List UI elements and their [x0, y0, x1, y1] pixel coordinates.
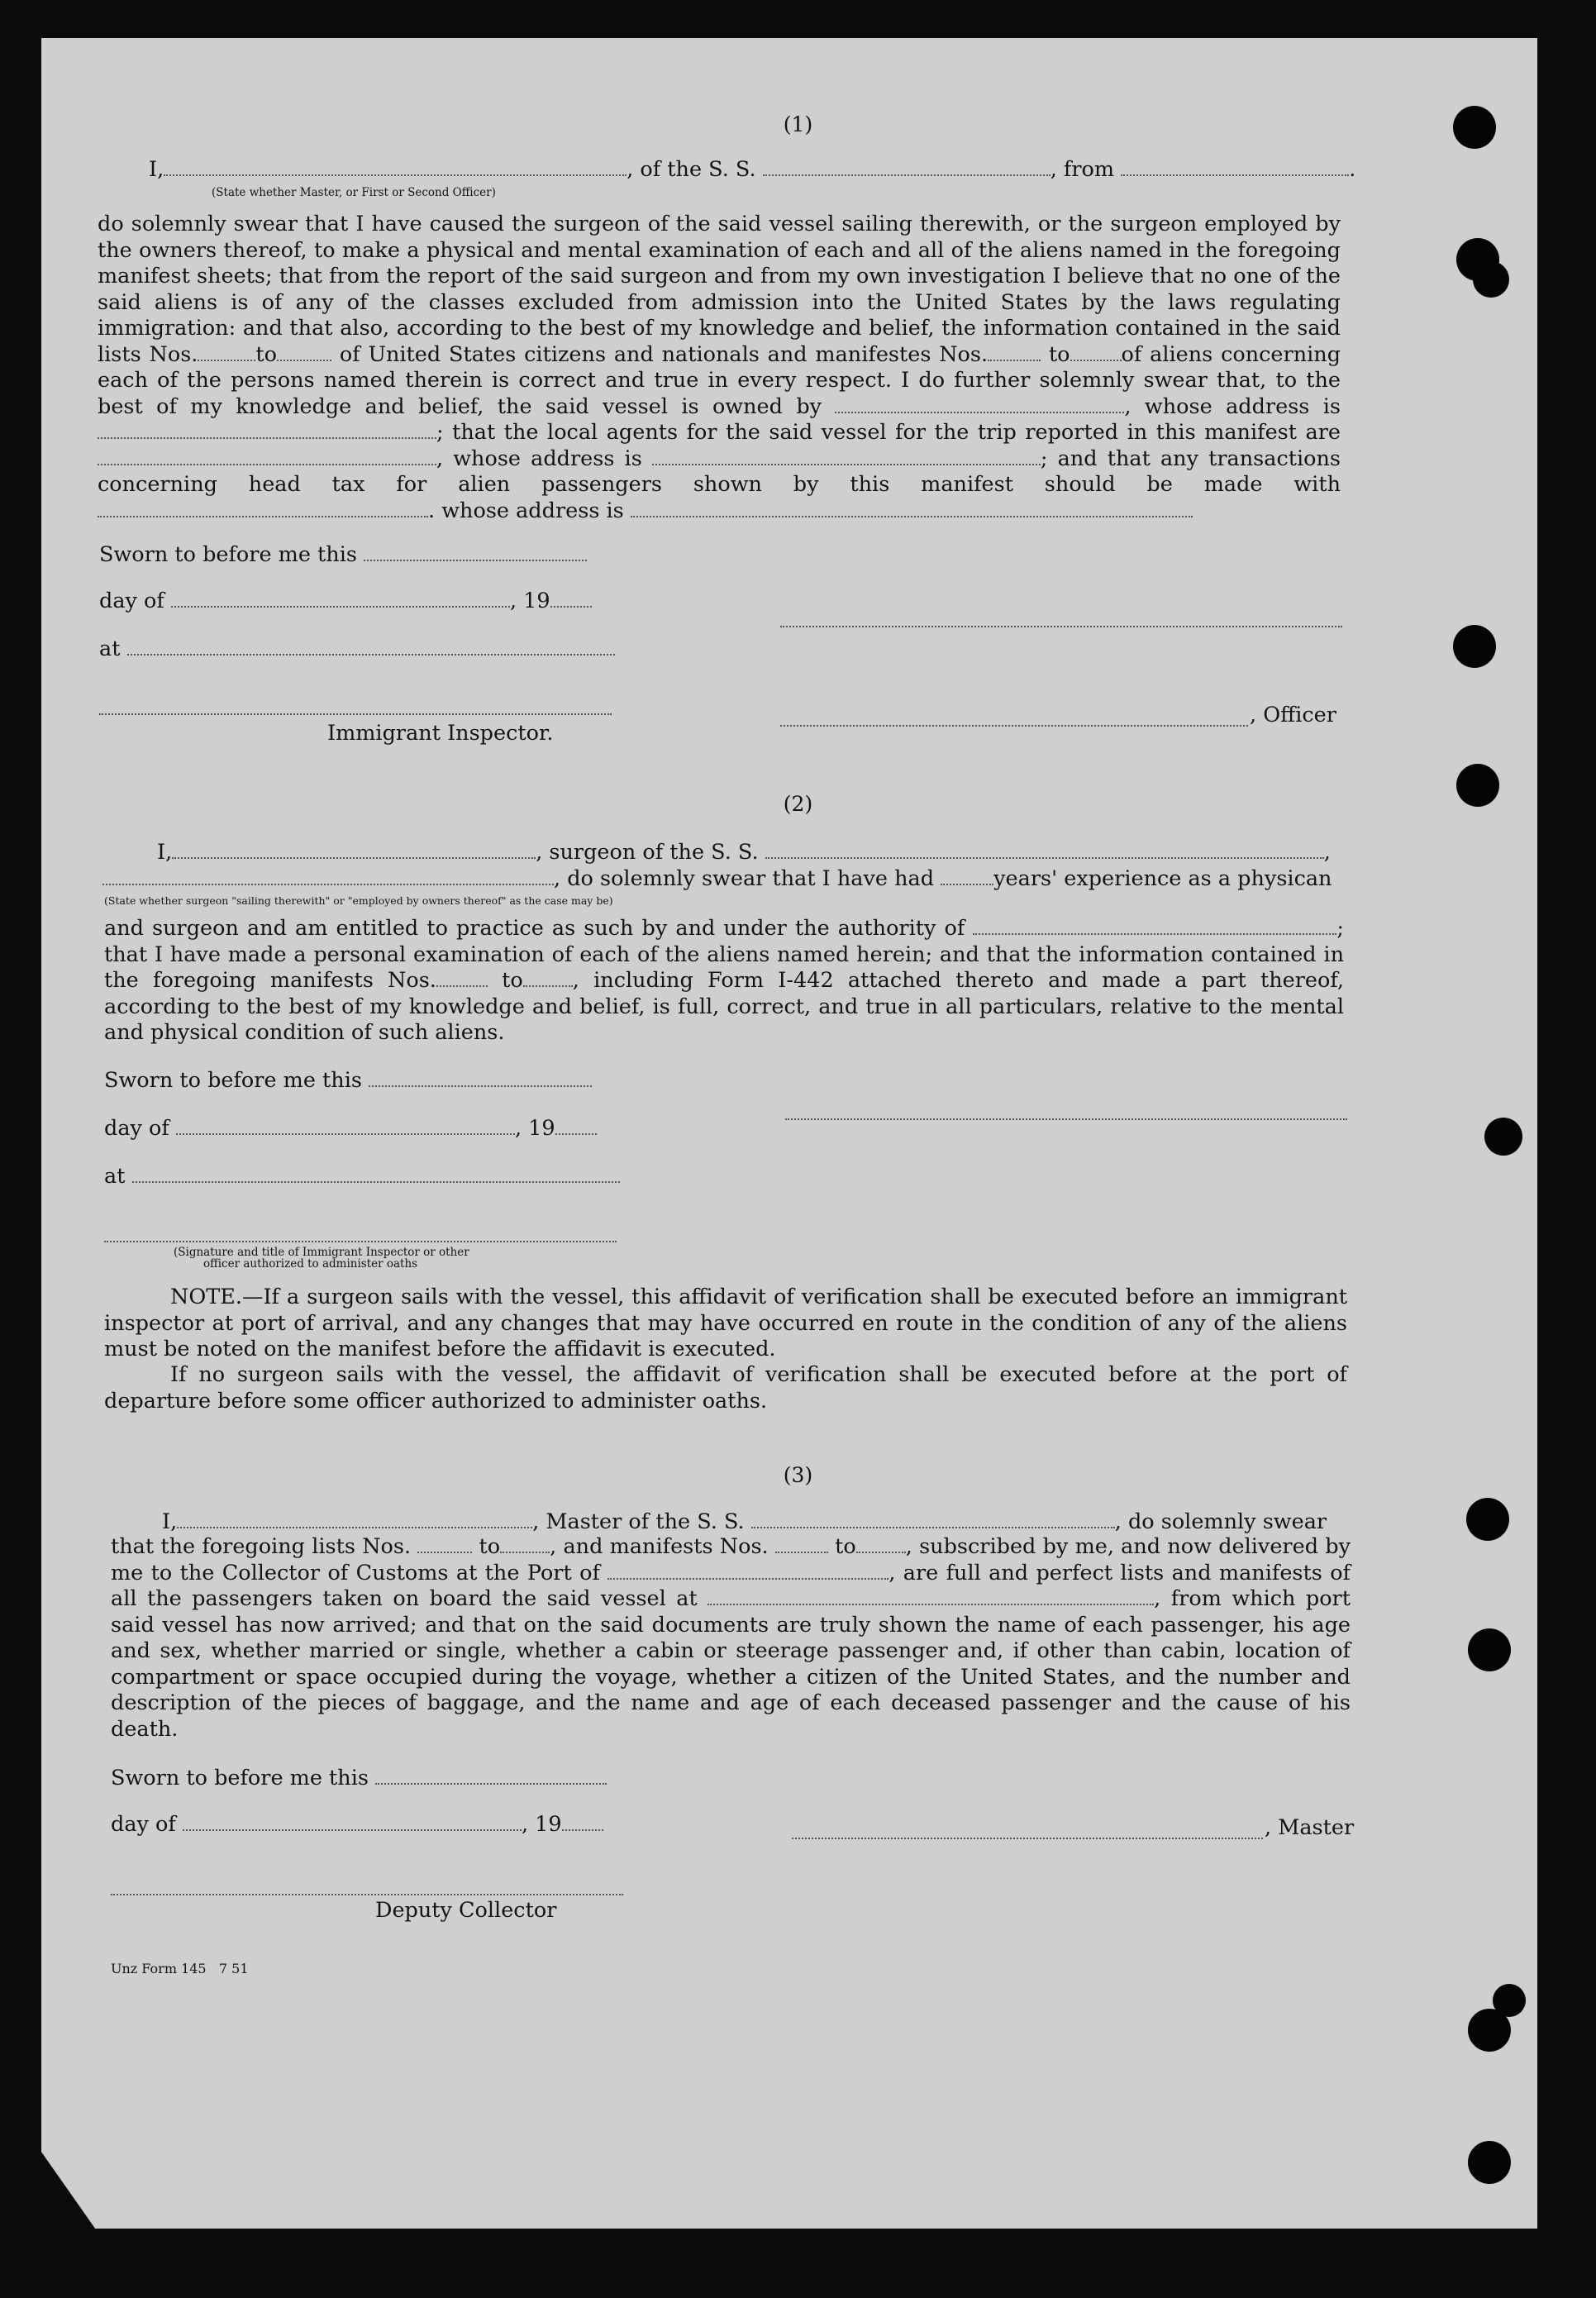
- section-number: (2): [783, 792, 813, 816]
- sworn-day-field[interactable]: [375, 1782, 607, 1785]
- manifests-to-field[interactable]: [1070, 359, 1122, 361]
- end-dot: .: [1349, 157, 1356, 182]
- section2-second-line: , do solemnly swear that I have had years' experience as a physican: [102, 866, 1332, 891]
- surgeon-manifest-from-field[interactable]: [436, 985, 488, 987]
- from-port-field[interactable]: [1121, 174, 1349, 176]
- surgeon-vessel-field[interactable]: [765, 856, 1324, 859]
- master-manifests-to-field[interactable]: [856, 1551, 906, 1553]
- agents-address-field[interactable]: [652, 463, 1041, 465]
- officer-signature-field[interactable]: [780, 625, 1342, 627]
- punch-hole: [1466, 1498, 1509, 1541]
- officer-title-field[interactable]: [164, 174, 626, 176]
- form-id: Unz Form 145 7 51: [111, 1961, 249, 1976]
- note-paragraph: If no surgeon sails with the vessel, the affidavit of verification shall be executed before at the port of departure before some officer authorized to administer oaths.: [104, 1362, 1347, 1414]
- at-place-field[interactable]: [127, 653, 615, 656]
- officer-name-field[interactable]: [780, 724, 1248, 727]
- sworn-line: Sworn to before me this: [99, 542, 587, 567]
- embark-port-field[interactable]: [707, 1603, 1154, 1605]
- master-label: , Master: [1265, 1815, 1355, 1840]
- authority-field[interactable]: [973, 932, 1336, 935]
- section-number: (3): [783, 1463, 813, 1487]
- owner-address-field[interactable]: [98, 436, 436, 439]
- administering-officer-signature-field[interactable]: [104, 1240, 617, 1242]
- surgeon-name-field[interactable]: [172, 856, 536, 859]
- head-tax-address-field[interactable]: [631, 515, 1193, 517]
- month-field[interactable]: [171, 605, 510, 608]
- section2-first-line: I, , surgeon of the S. S. ,: [157, 840, 1331, 865]
- section3-paragraph: that the foregoing lists Nos. to , and manifests Nos. to , subscribed by me, and now delivered by me to the Collector of Customs at the Port of , are full and perfect lists and manifests of all the passengers taken on board the said vessel at , from which port said vessel has now arrived; and that on the said documents are truly shown the name of each passenger, his age and sex, whether married or single, whether a cabin or steerage passenger and, if other than cabin, location of compartment or space occupied during the voyage, whether a citizen of the United States, and the number and description of the pieces of baggage, and the name and age of each deceased passenger and the cause of his death.: [111, 1534, 1351, 1742]
- officer-label: , Officer: [1250, 703, 1336, 727]
- at-place-field[interactable]: [132, 1180, 620, 1183]
- sworn-day-field[interactable]: [369, 1085, 592, 1087]
- at-line: at: [99, 636, 615, 661]
- master-manifests-from-field[interactable]: [775, 1551, 828, 1553]
- surgeon-manifest-to-field[interactable]: [523, 985, 573, 987]
- month-field[interactable]: [176, 1132, 515, 1135]
- master-lists-to-field[interactable]: [500, 1551, 550, 1553]
- punch-hole: [1468, 2009, 1511, 2052]
- lists-to-field[interactable]: [277, 359, 331, 361]
- deputy-collector-label: Deputy Collector: [375, 1898, 557, 1923]
- signature-note: (Signature and title of Immigrant Inspector or other: [174, 1246, 469, 1259]
- head-tax-field[interactable]: [98, 515, 428, 517]
- of-ss-label: , of the S. S.: [626, 157, 756, 182]
- surgeon-status-field[interactable]: [102, 883, 554, 885]
- day-of-line: day of , 19: [104, 1116, 597, 1141]
- master-name-field[interactable]: [177, 1526, 532, 1528]
- section-number: (1): [783, 112, 813, 136]
- punch-hole: [1453, 625, 1496, 668]
- section1-paragraph: do solemnly swear that I have caused the surgeon of the said vessel sailing therewith, or the surgeon employed by the owners thereof, to make a physical and mental examination of each and all of the aliens named in the foregoing manifest sheets; that from the report of the said surgeon and from my own investigation I believe that no one of the said aliens is of any of the classes excluded from admission into the United States by the laws regulating immigration: and that also, according to the best of my knowledge and belief, the information contained in the said lists Nos. to of United States citizens and nationals and manifestes Nos. to of aliens concerning each of the persons named therein is correct and true in every respect. I do further solemnly swear that, to the best of my knowledge and belief, the said vessel is owned by , whose address is ; that the local agents for the said vessel for the trip reported in this manifest are , whose address is ; and that any transactions concerning head tax for alien passengers shown by this manifest should be made with . whose address is: [98, 212, 1341, 523]
- year-field[interactable]: [555, 1132, 597, 1135]
- year-field[interactable]: [562, 1828, 603, 1831]
- port-field[interactable]: [607, 1577, 889, 1580]
- officer-title-note: (State whether Master, or First or Second Officer): [212, 186, 496, 199]
- master-vessel-field[interactable]: [751, 1526, 1115, 1528]
- surgeon-status-note: (State whether surgeon "sailing therewith" or "employed by owners thereof" as the case may be): [104, 894, 613, 907]
- lists-from-field[interactable]: [198, 359, 255, 361]
- i-label: I,: [149, 157, 164, 182]
- punch-hole: [1468, 2141, 1511, 2184]
- years-field[interactable]: [941, 883, 993, 885]
- manifests-from-field[interactable]: [988, 359, 1041, 361]
- sworn-day-field[interactable]: [364, 559, 587, 561]
- sworn-line: Sworn to before me this: [104, 1068, 592, 1093]
- at-line: at: [104, 1164, 620, 1189]
- sworn-line: Sworn to before me this: [111, 1766, 607, 1790]
- section1-first-line: [149, 157, 1355, 182]
- master-lists-from-field[interactable]: [417, 1551, 472, 1553]
- deputy-collector-signature-field[interactable]: [111, 1893, 623, 1895]
- surgeon-signature-field[interactable]: [785, 1118, 1347, 1120]
- vessel-name-field[interactable]: [763, 174, 1051, 176]
- agents-field[interactable]: [98, 463, 436, 465]
- note-paragraph: NOTE.—If a surgeon sails with the vessel, this affidavit of verification shall be executed before an immigrant inspector at port of arrival, and any changes that may have occurred en route in the condition of any of the aliens must be noted on the manifest before the affidavit is executed.: [104, 1285, 1347, 1361]
- master-signature-field[interactable]: [792, 1837, 1263, 1839]
- section2-paragraph: and surgeon and am entitled to practice as such by and under the authority of ; that I have made a personal examination of each of the aliens named herein; and that the information contained in the foregoing manifests Nos. to , including Form I-442 attached thereto and made a part thereof, according to the best of my knowledge and belief, is full, correct, and true in all particulars, relative to the mental and physical condition of such aliens.: [104, 916, 1344, 1045]
- punch-hole: [1468, 1628, 1511, 1671]
- punch-hole: [1484, 1118, 1522, 1156]
- signature-note: officer authorized to administer oaths: [203, 1257, 418, 1271]
- month-field[interactable]: [183, 1828, 522, 1831]
- from-label: , from: [1050, 157, 1115, 182]
- year-field[interactable]: [550, 605, 592, 608]
- day-of-line: day of , 19: [111, 1812, 603, 1837]
- inspector-label: Immigrant Inspector.: [327, 721, 554, 746]
- owner-field[interactable]: [835, 411, 1124, 413]
- punch-hole: [1473, 261, 1509, 298]
- section3-first-line: I, , Master of the S. S. , do solemnly swear: [162, 1509, 1327, 1534]
- day-of-line: day of , 19: [99, 589, 592, 613]
- inspector-signature-field[interactable]: [99, 713, 612, 715]
